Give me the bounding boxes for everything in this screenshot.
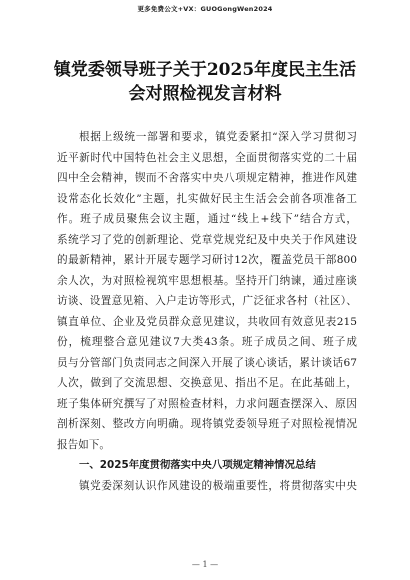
page-number: — 1 — [191, 560, 219, 569]
document-body [57, 127, 357, 496]
intro-paragraph [57, 127, 357, 455]
section-heading: 一、2025年度贯彻落实中央八项规定精神情况总结 [79, 459, 316, 471]
text-line: 报告如下。 [57, 438, 110, 451]
text-line: 镇直单位、企业及党员群众意见建议，共收回有效意见表215 [57, 315, 357, 328]
text-line: 的最新精神，累计开展专题学习研讨12次，覆盖党员干部800 [57, 254, 357, 266]
text-line: 根据上级统一部署和要求，镇党委紧扣“深入学习贯彻习 [79, 131, 357, 143]
text-line: 班子集体研究撰写了对照检查材料，力求问题查摆深入、原因 [57, 397, 357, 410]
title-line: 会对照检视发言材料 [128, 84, 282, 104]
text-line: 余人次，为对照检视筑牢思想根基。坚持开门纳谏，通过座谈 [57, 274, 357, 287]
text-line: 作。班子成员聚焦会议主题，通过“线上+线下”结合方式， [57, 213, 357, 225]
section-paragraph [57, 476, 357, 497]
document-title [20, 58, 390, 106]
text-line: 近平新时代中国特色社会主义思想，全面贯彻落实党的二十届 [57, 151, 357, 164]
title-line: 镇党委领导班子关于2025年度民主生活 [53, 60, 357, 80]
text-line: 员与分管部门负责同志之间深入开展了谈心谈话，累计谈话67 [57, 356, 357, 369]
text-line: 访谈、设置意见箱、入户走访等形式，广泛征求各村（社区）、 [57, 295, 357, 307]
text-line: 剖析深刻、整改方向明确。现将镇党委领导班子对照检视情况 [57, 418, 357, 430]
top-banner: 更多免费公文+VX：GUOGongWen2024 [137, 5, 273, 13]
text-line: 人次，做到了交流思想、交换意见、指出不足。在此基础上， [57, 377, 357, 389]
text-line: 份，梳理整合意见建议7大类43条。班子成员之间、班子成 [57, 336, 357, 348]
text-line: 系统学习了党的创新理论、党章党规党纪及中央关于作风建设 [57, 233, 357, 246]
text-line: 四中全会精神，锲而不舍落实中央八项规定精神，推进作风建 [57, 172, 357, 184]
text-line: 镇党委深刻认识作风建设的极端重要性，将贯彻落实中央 [79, 479, 357, 492]
text-line: 设常态化长效化”主题，扎实做好民主生活会会前各项准备工 [57, 192, 357, 205]
